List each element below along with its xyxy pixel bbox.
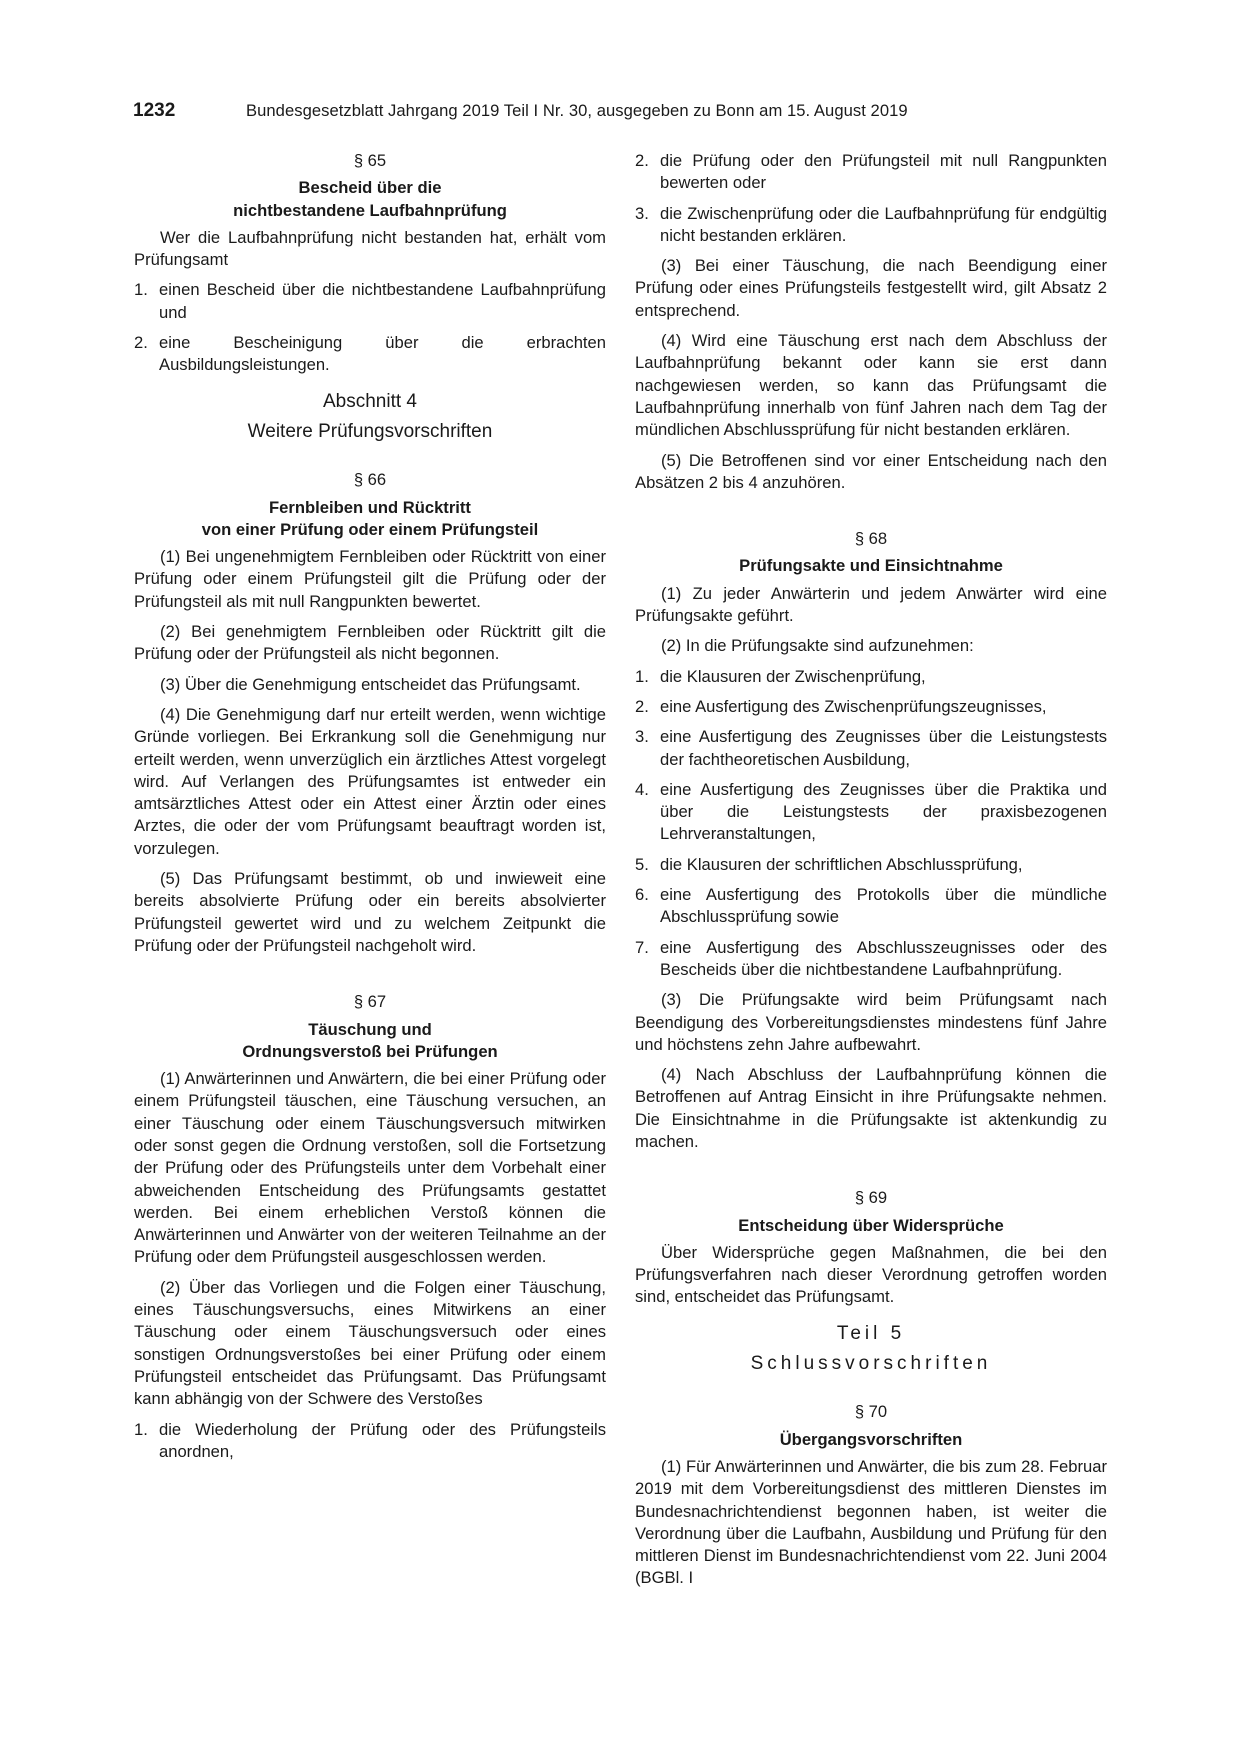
paragraph: (1) Anwärterinnen und Anwärtern, die bei einer Prüfung oder einem Prüfungsteil täuschen, eine Täuschung versuchen, an einer Täuschung oder einem Täuschungsversuch mitwirken oder sonst gegen die Ordnung verstoßen, soll die Fortsetzung der Prüfung oder des Prüfungsteils unter dem Vorbehalt einer abweichenden Entscheidung des Prüfungsamts gestattet werden. Bei einem erheblichen Verstoß können die Anwärterinnen und Anwärter von der weiteren Teilnahme an der Prüfung oder dem Prüfungsteil ausgeschlossen werden. [134,1069,606,1267]
paragraph: (3) Die Prüfungsakte wird beim Prüfungsamt nach Beendigung des Vorbereitungsdienstes mindestens fünf Jahre und höchstens zehn Jahre aufbewahrt. [635,990,1107,1054]
section-title-66-line2: von einer Prüfung oder einem Prüfungsteil [201,519,539,539]
paragraph: (2) Bei genehmigtem Fernbleiben oder Rücktritt gilt die Prüfung oder der Prüfungsteil als nicht begonnen. [134,622,606,664]
paragraph: (2) Über das Vorliegen und die Folgen einer Täuschung, eines Täuschungsversuchs, eines Mitwirkens an einer Täuschung oder einem Täuschungsversuch oder eines sonstigen Ordnungsverstoßes bei einer Prüfung oder einem Prüfungsteil entscheidet das Prüfungsamt. Das Prüfungsamt kann abhängig von der Schwere des Verstoßes [134,1277,606,1409]
item-text: die Klausuren der schriftlichen Abschlussprüfung, [660,854,1023,874]
running-title: Bundesgesetzblatt Jahrgang 2019 Teil I Nr. 30, ausgegeben zu Bonn am 15. August 2019 [246,101,908,120]
list-item [134,279,606,324]
item-text: eine Bescheinigung über die erbrachten Ausbildungsleistungen. [159,333,606,375]
item-text: eine Ausfertigung des Zeugnisses über die Praktika und über die Leistungstests der praxisbezogenen Lehrveranstaltungen, [660,779,1107,844]
section-title-66-line1: Fernbleiben und Rücktritt [269,497,471,517]
item-number: 1. [635,666,649,686]
section-number-70: § 70 [854,1402,888,1422]
section-title-68: Prüfungsakte und Einsichtnahme [739,556,1003,576]
section-number-68: § 68 [854,529,888,549]
list-item [635,854,1107,876]
paragraph: (4) Wird eine Täuschung erst nach dem Abschluss der Laufbahnprüfung bekannt oder kann sie erst dann nachgewiesen werden, so kann das Prüfungsamt die Laufbahnprüfung innerhalb von fünf Jahren nach dem Tag der mündlichen Abschlussprüfung für nicht bestanden erklären. [635,331,1107,440]
item-text: einen Bescheid über die nichtbestandene Laufbahnprüfung und [159,280,606,322]
section-title-67-line1: Täuschung und [308,1019,432,1039]
list-item [635,696,1107,718]
list-item [635,779,1107,846]
section-title-67 [134,1019,606,1064]
item-text: eine Ausfertigung des Zwischenprüfungszeugnisses, [660,696,1047,716]
item-number: 7. [635,937,649,957]
teil-title: Schlussvorschriften [750,1353,992,1375]
abschnitt-heading: Abschnitt 4 [323,390,417,412]
list-item [635,884,1107,929]
list-item [635,203,1107,248]
item-text: eine Ausfertigung des Zeugnisses über die Leistungstests der fachtheoretischen Ausbildung, [660,727,1107,769]
item-number: 3. [635,203,649,223]
item-text: die Klausuren der Zwischenprüfung, [660,666,926,686]
item-number: 4. [635,779,649,799]
section-title-69: Entscheidung über Widersprüche [738,1215,1004,1235]
paragraph: Über Widersprüche gegen Maßnahmen, die bei den Prüfungsverfahren nach dieser Verordnung getroffen worden sind, entscheidet das Prüfungsamt. [635,1242,1107,1307]
item-number: 2. [134,333,148,353]
section-title-65 [134,177,606,222]
item-number: 1. [134,1419,148,1439]
paragraph: (4) Nach Abschluss der Laufbahnprüfung können die Betroffenen auf Antrag Einsicht in ihre Prüfungsakte nehmen. Die Einsichtnahme in die Prüfungsakte ist aktenkundig zu machen. [635,1065,1107,1151]
item-number: 6. [635,885,649,905]
abschnitt-title: Weitere Prüfungsvorschriften [247,420,493,442]
left-column [134,150,606,1471]
paragraph: (5) Die Betroffenen sind vor einer Entscheidung nach den Absätzen 2 bis 4 anzuhören. [635,450,1107,492]
item-number: 2. [635,151,649,170]
list-item [635,937,1107,982]
teil-heading: Teil 5 [836,1322,906,1344]
item-text: eine Ausfertigung des Abschlusszeugnisses oder des Bescheids über die nichtbestandene Laufbahnprüfung. [660,937,1107,979]
item-text: die Zwischenprüfung oder die Laufbahnprüfung für endgültig nicht bestanden erklären. [660,203,1107,245]
list-item [134,1419,606,1464]
paragraph: (3) Über die Genehmigung entscheidet das Prüfungsamt. [160,674,581,694]
list-item [635,150,1107,195]
right-column [635,150,1107,1598]
list-item [635,726,1107,771]
section-number-67: § 67 [353,992,387,1012]
item-number: 5. [635,854,649,874]
section-title-67-line2: Ordnungsverstoß bei Prüfungen [242,1041,498,1061]
item-text: die Wiederholung der Prüfung oder des Prüfungsteils anordnen, [159,1419,606,1461]
item-number: 3. [635,727,649,747]
section-number-66: § 66 [353,470,387,490]
paragraph: Wer die Laufbahnprüfung nicht bestanden hat, erhält vom Prüfungsamt [134,227,606,270]
list-item [134,332,606,377]
list-item [635,666,1107,688]
paragraph: (2) In die Prüfungsakte sind aufzunehmen: [661,636,974,656]
paragraph: (1) Bei ungenehmigtem Fernbleiben oder Rücktritt von einer Prüfung oder einem Prüfungsteil gilt die Prüfung oder der Prüfungsteil als mit null Rangpunkten bewertet. [134,547,606,611]
paragraph: (1) Zu jeder Anwärterin und jedem Anwärter wird eine Prüfungsakte geführt. [635,583,1107,626]
section-title-65-line1: Bescheid über die [298,178,442,198]
item-number: 1. [134,280,148,300]
paragraph: (4) Die Genehmigung darf nur erteilt werden, wenn wichtige Gründe vorliegen. Bei Erkrankung soll die Genehmigung nur erteilt werden, wenn unverzüglich ein ärztliches Attest vorgelegt wird. Auf Verlangen des Prüfungsamtes ist entweder ein amtsärztliches Attest oder ein Attest einer Ärztin oder eines Arztes, die oder der vom Prüfungsamt beauftragt worden ist, vorzulegen. [134,704,606,858]
section-title-70: Übergangsvorschriften [779,1429,963,1449]
section-number-65: § 65 [353,151,387,170]
page-header [133,100,1133,126]
section-number-69: § 69 [854,1188,888,1208]
section-title-65-line2: nichtbestandene Laufbahnprüfung [233,200,507,220]
paragraph: (1) Für Anwärterinnen und Anwärter, die bis zum 28. Februar 2019 mit dem Vorbereitungsdienst des mittleren Dienstes im Bundesnachrichtendienst begonnen haben, ist weiter die Verordnung über die Laufbahn, Ausbildung und Prüfung für den mittleren Dienst im Bundesnachrichtendienst vom 22. Juni 2004 (BGBl. I [635,1456,1107,1588]
paragraph: (3) Bei einer Täuschung, die nach Beendigung einer Prüfung oder eines Prüfungsteils festgestellt wird, gilt Absatz 2 entsprechend. [635,256,1107,320]
section-title-66 [134,497,606,542]
item-text: die Prüfung oder den Prüfungsteil mit null Rangpunkten bewerten oder [660,151,1107,193]
item-number: 2. [635,696,649,716]
item-text: eine Ausfertigung des Protokolls über die mündliche Abschlussprüfung sowie [660,885,1107,927]
page-number: 1232 [133,100,176,121]
paragraph: (5) Das Prüfungsamt bestimmt, ob und inwieweit eine bereits absolvierte Prüfung oder ein bereits absolvierter Prüfungsteil gewertet wird und zu welchem Zeitpunkt die Prüfung oder der Prüfungsteil nachgeholt wird. [134,869,606,955]
